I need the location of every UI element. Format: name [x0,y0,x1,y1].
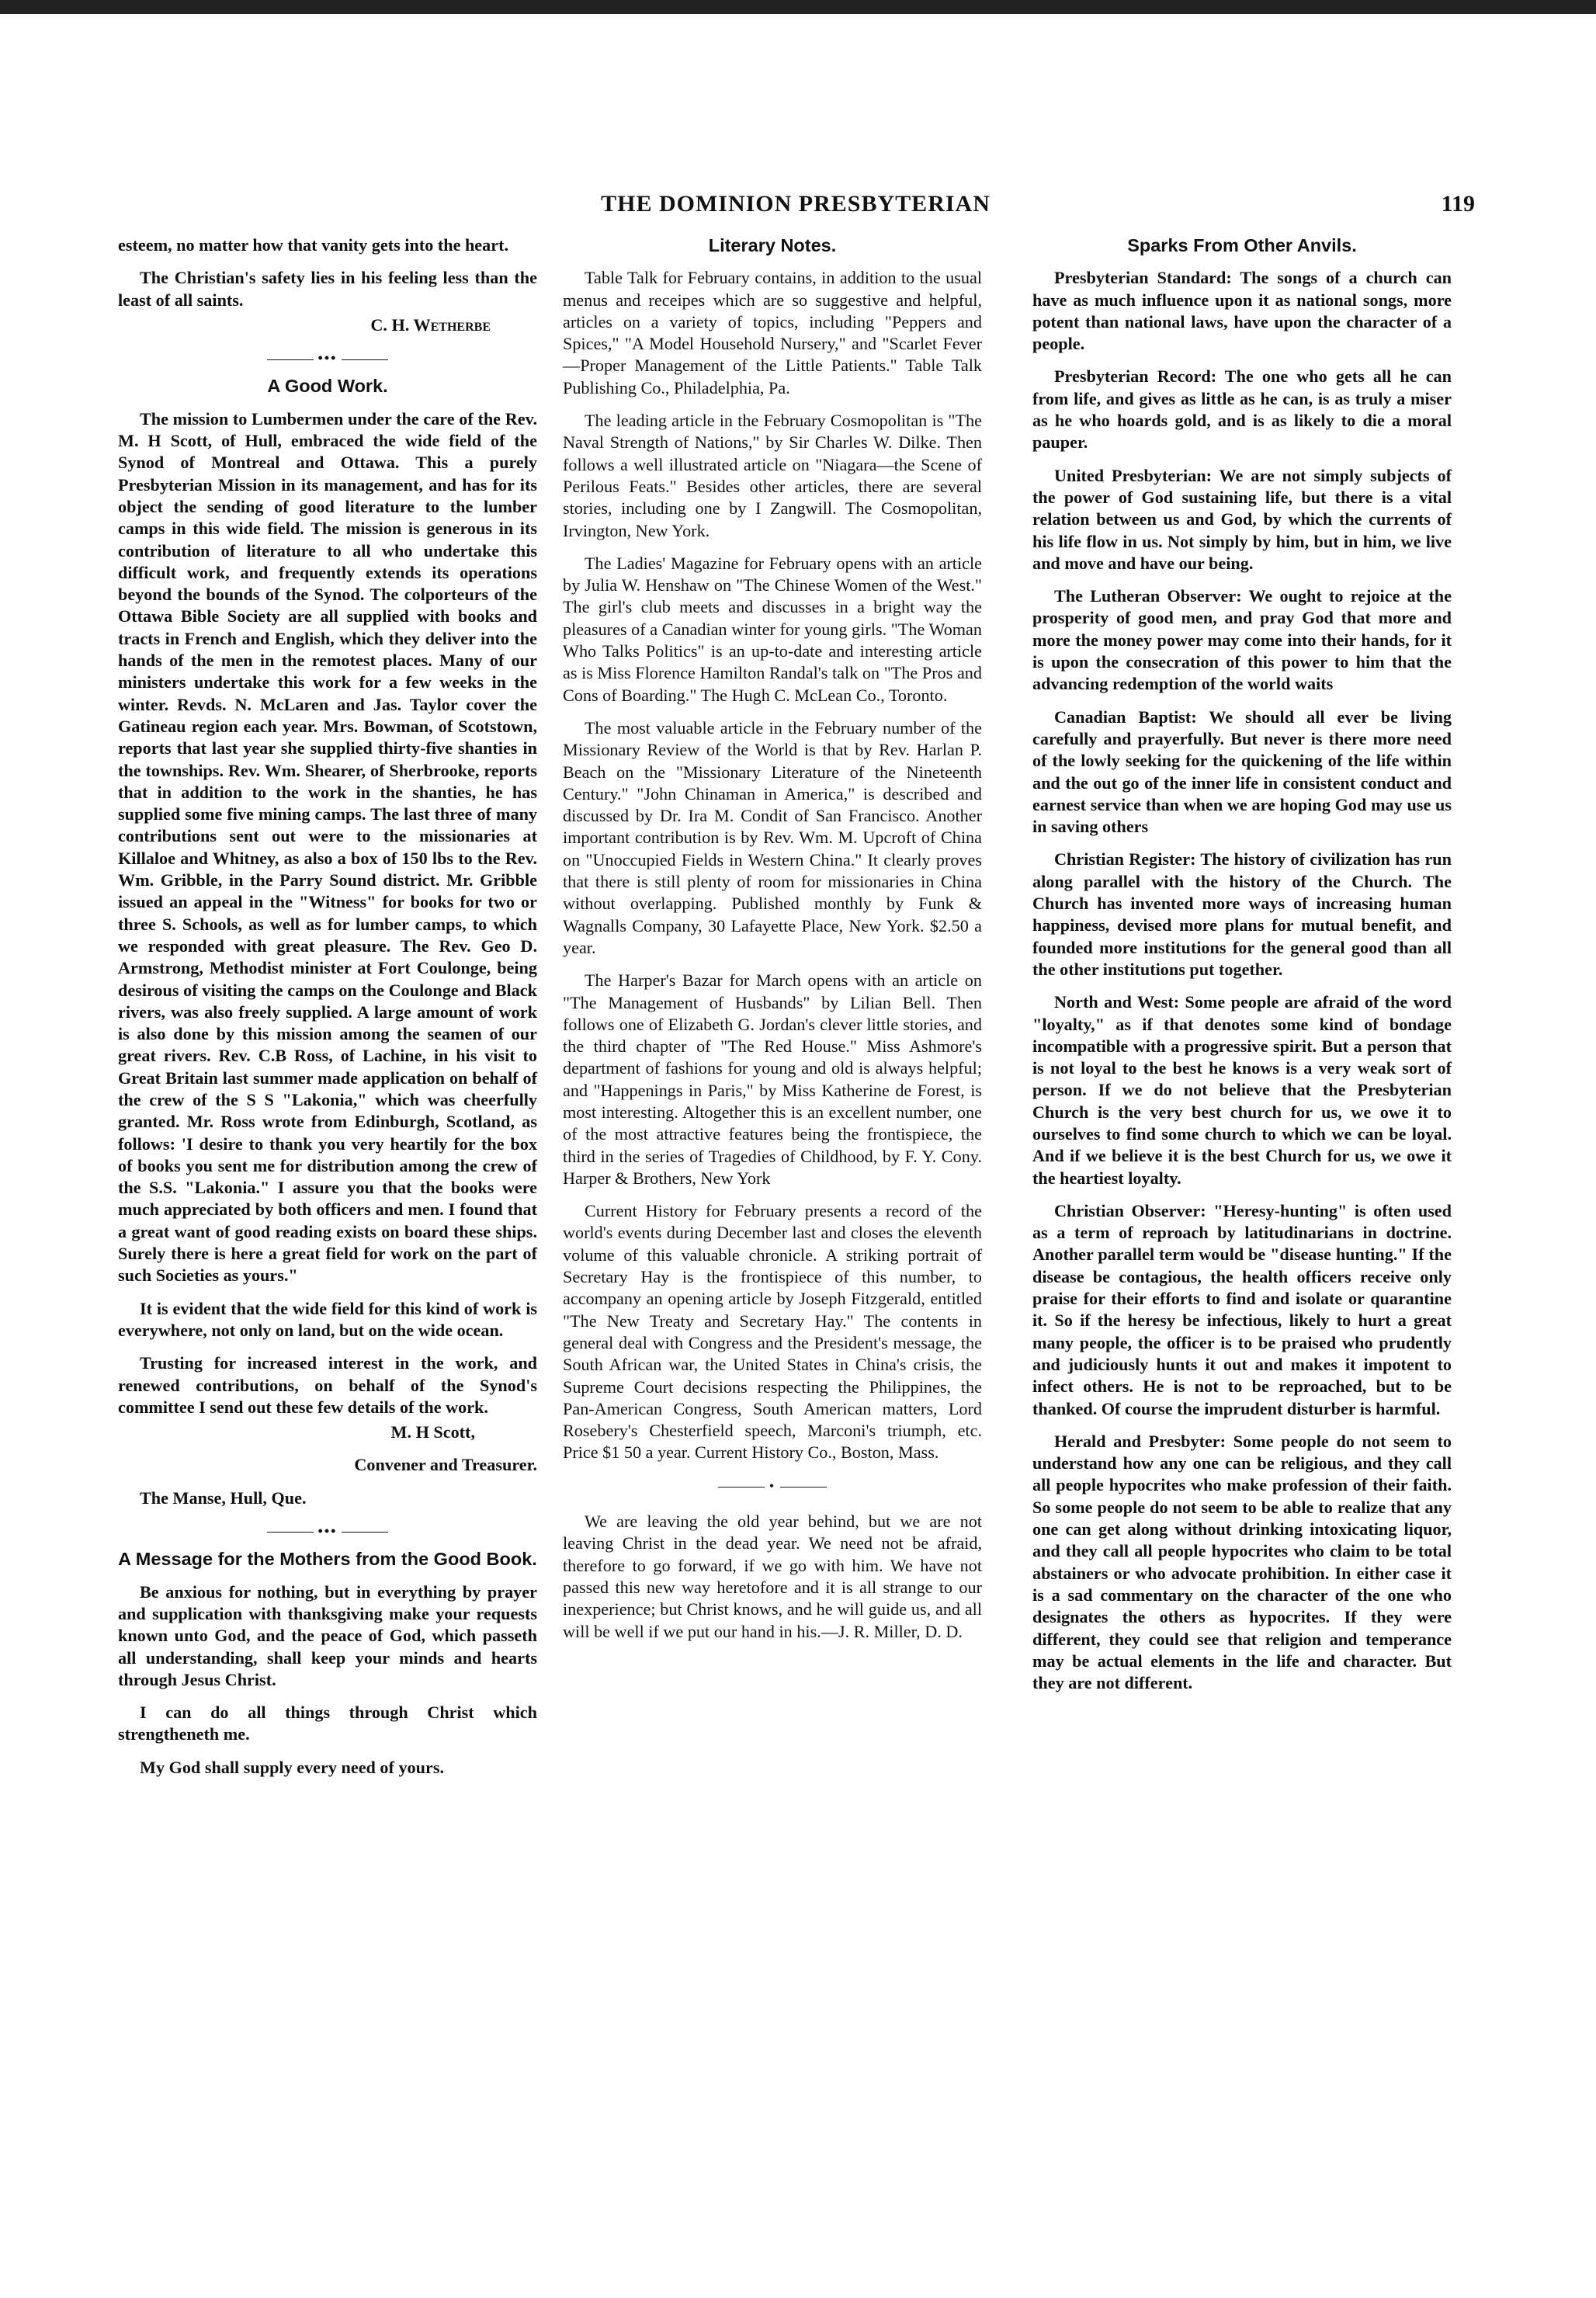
section-divider: ••• [118,1520,537,1542]
paragraph: Christian Observer: "Heresy-hunting" is often used as a term of reproach by latitudinarians in doctrine. Another parallel term would be "disease hunting." If the disease be contagious, the health officers receive only praise for their efforts to find and isolate or quarantine it. So if the heresy be infectious, likely to hurt a great many people, the officer is to be praised who prudently and judiciously hunts it out and makes it impotent to infect others. He is not to be reproached, but to be thanked. Of course the imprudent disturber is harmful. [1032,1200,1452,1418]
signature-name: M. H Scott, [390,1422,475,1442]
signature: C. H. Wetherbe [370,314,491,335]
page-header [116,191,1475,222]
paragraph: United Presbyterian: We are not simply subjects of the power of God sustaining life, but there is a vital relation between us and God, by which the currents of his life flow in us. Not simply by him, but in him, we live and move and have our being. [1032,465,1452,573]
paragraph: Be anxious for nothing, but in everything by prayer and supplication with thanksgiving make your requests known unto God, and the peace of God, which passeth all understanding, shall keep your minds and hearts through Jesus Christ. [118,1581,537,1689]
signature-place: The Manse, Hull, Que. [140,1487,307,1508]
page-number: 119 [1441,191,1475,217]
article-heading-sparks: Sparks From Other Anvils. [1127,235,1357,255]
paragraph: esteem, no matter how that vanity gets into the heart. [118,235,509,255]
paragraph: Herald and Presbyter: Some people do not seem to understand how any one can be religious, and they call all people hypocrites who make profession of their faith. So some people do not seem to be able to realize that any one can get along without drinking intoxicating liquor, and they call all people hypocrites who claim to be total abstainers or who advocate prohibition. In either case it is a sad commentary on the character of the one who designates the others as hypocrites. If they were different, they could see that religion and temperance may be actual elements in the life and character. But they are not different. [1032,1431,1452,1693]
section-divider: • [563,1475,982,1497]
paragraph: My God shall supply every need of yours. [140,1757,445,1777]
paragraph: Christian Register: The history of civilization has run along parallel with the history of the Church. The Church has invented more ways of increasing human happiness, devised more plans for mutual benefit, and founded more institutions for the general good than all the other institutions put together. [1032,849,1452,979]
paragraph: Current History for February presents a record of the world's events during December last and closes the eleventh volume of this valuable chronicle. A striking portrait of Secretary Hay is the frontispiece of this number, to accompany an opening article by Joseph Fitzgerald, entitled "The New Treaty and Secretary Hay." The contents in general deal with Congress and the President's message, the South African war, the United States in China's crisis, the Supreme Court decisions respecting the Philippines, the Pan-American Congress, South American matters, Lord Rosebery's Chesterfield speech, Marconi's triumph, etc. Price $1 50 a year. Current History Co., Boston, Mass. [563,1201,982,1463]
paragraph: It is evident that the wide field for this kind of work is everywhere, not only on land, but on the wide ocean. [118,1298,537,1340]
column-middle [563,234,982,1654]
paragraph: The Harper's Bazar for March opens with an article on "The Management of Husbands" by Lilian Bell. Then follows one of Elizabeth G. Jordan's clever little stories, and the third chapter of "The Red House." Miss Ashmore's department of fashions for young and old is always helpful; and "Happenings in Paris," by Miss Katherine de Forest, is most interesting. Altogether this is an excellent number, one of the most attractive features being the frontispiece, the third in the series of Tragedies of Childhood, by F. Y. Cony. Harper & Brothers, New York [563,970,982,1188]
paragraph: The most valuable article in the February number of the Missionary Review of the World is that by Rev. Harlan P. Beach on the "Missionary Literature of the Nineteenth Century." "John Chinaman in America," is described and discussed by Dr. Ira M. Condit of San Francisco. Another important contribution is by Rev. Wm. M. Upcroft of China on "Unoccupied Fields in Western China." It clearly proves that there is still plenty of room for missionaries in China without overlapping. Published monthly by Funk & Wagnalls Company, 30 Lafayette Place, New York. $2.50 a year. [563,717,982,957]
paragraph: The Ladies' Magazine for February opens with an article by Julia W. Henshaw on "The Chinese Women of the West." The girl's club meets and discusses in a bright way the pleasures of a Canadian winter for young girls. "The Woman Who Talks Politics" is an up-to-date and interesting article as is Miss Florence Hamilton Randal's talk on "The Pros and Cons of Boarding." The Hugh C. McLean Co., Toronto. [563,553,982,705]
paragraph: Presbyterian Standard: The songs of a church can have as much influence upon it as national songs, more potent than national laws, have upon the character of a people. [1032,268,1452,354]
paragraph: The Christian's safety lies in his feeling less than the least of all saints. [118,268,537,310]
section-divider: ••• [118,347,537,369]
column-right [1032,234,1452,1705]
paragraph: Table Talk for February contains, in addition to the usual menus and receipes which are so suggestive and helpful, articles on a variety of topics, including "Peppers and Spices," "A Model Household Nursery," and "Scarlet Fever—Proper Management of the Little Patients." Table Talk Publishing Co., Philadelphia, Pa. [563,268,982,397]
scan-top-border [0,0,1596,14]
publication-title: THE DOMINION PRESBYTERIAN [601,191,991,217]
paragraph: The Lutheran Observer: We ought to rejoice at the prosperity of good men, and pray God that more and more the money power may come into their hands, for it is upon the consecration of this power to him that the advancing redemption of the world waits [1032,586,1452,694]
article-heading-good-work: A Good Work. [267,376,388,397]
paragraph: The mission to Lumbermen under the care of the Rev. M. H Scott, of Hull, embraced the wide field of the Synod of Montreal and Ottawa. This a purely Presbyterian Mission in its management, and has for its object the sending of good literature to the lumber camps in this wide field. The mission is generous in its contribution of literature to all who undertake this difficult work, and frequently extends its operations beyond the bounds of the Synod. The colporteurs of the Ottawa Bible Society are all supplied with books and tracts in French and English, which they deliver into the hands of the men in the remotest places. Many of our ministers undertake this work for a few weeks in the winter. Revds. N. McLaren and Jas. Taylor cover the Gatineau region each year. Mrs. Bowman, of Scotstown, reports that last year she supplied thirty-five shanties in the townships. Rev. Wm. Shearer, of Sherbrooke, reports that in addition to the work in the shanties, he has supplied some five mining camps. The last three of many contributions sent out were to the missionaries at Killaloe and Whitney, as also a box of 150 lbs to the Rev. Wm. Gribble, in the Parry Sound district. Mr. Gribble issued an appeal in the "Witness" for books for two or three S. Schools, as well as for lumber camps, to which we responded with great pleasure. The Rev. Geo D. Armstrong, Methodist minister at Fort Coulonge, being desirous of visiting the camps on the Coulonge and Black rivers, was also freely supplied. A large amount of work is also done by this mission among the seamen of our great rivers. Rev. C.B Ross, of Lachine, in his visit to Great Britain last summer made application on behalf of the crew of the S S "Lakonia," which was cheerfully granted. Mr. Ross wrote from Edinburgh, Scotland, as follows: 'I desire to thank you very heartily for the box of books you sent me for distribution among the crew of the S.S. "Lakonia." I assure you that the books were much appreciated by both officers and men. I found that a great want of good reading exists on board these ships. Surely there is here a great field for work on the part of such Societies as yours." [118,408,537,1286]
paragraph: I can do all things through Christ which strengtheneth me. [118,1703,537,1744]
paragraph: Presbyterian Record: The one who gets all he can from life, and gives as little as he can, is as truly a miser as he who hoards gold, and is as likely to die a moral pauper. [1032,366,1452,453]
column-left [118,234,537,1789]
paragraph: North and West: Some people are afraid of the word "loyalty," as if that denotes some kind of bondage incompatible with a progressive spirit. But a person that is not loyal to the best he knows is a very weak sort of person. If we do not believe that the Presbyterian Church is the very best church for us, we owe it to ourselves to find some church to which we can be loyal. And if we believe it is the best Church for us, we owe it the heartiest loyalty. [1032,992,1452,1188]
paragraph: Canadian Baptist: We should all ever be living carefully and prayerfully. But never is there more need of the lowly seeking for the quickening of the life within and the out go of the inner life in consistent conduct and earnest service than when we are hoping God may use us in saving others [1032,706,1452,837]
paragraph: Trusting for increased interest in the work, and renewed contributions, on behalf of the Synod's committee I send out these few details of the work. [118,1353,537,1417]
paragraph: The leading article in the February Cosmopolitan is "The Naval Strength of Nations," by Sir Charles W. Dilke. Then follows a well illustrated article on "Niagara—the Scene of Perilous Feats." Besides other articles, there are several stories, including one by I Zangwill. The Cosmopolitan, Irvington, New York. [563,411,982,540]
article-heading-message: A Message for the Mothers from the Good Book. [118,1549,537,1570]
article-heading-literary-notes: Literary Notes. [708,235,837,255]
paragraph: We are leaving the old year behind, but we are not leaving Christ in the dead year. We need not be afraid, therefore to go forward, if we go with him. We have not passed this new way heretofore and it is all strange to our inexperience; but Christ knows, and he will guide us, and all will be well if we put our hand in his.—J. R. Miller, D. D. [563,1512,982,1641]
signature-title: Convener and Treasurer. [354,1455,537,1475]
